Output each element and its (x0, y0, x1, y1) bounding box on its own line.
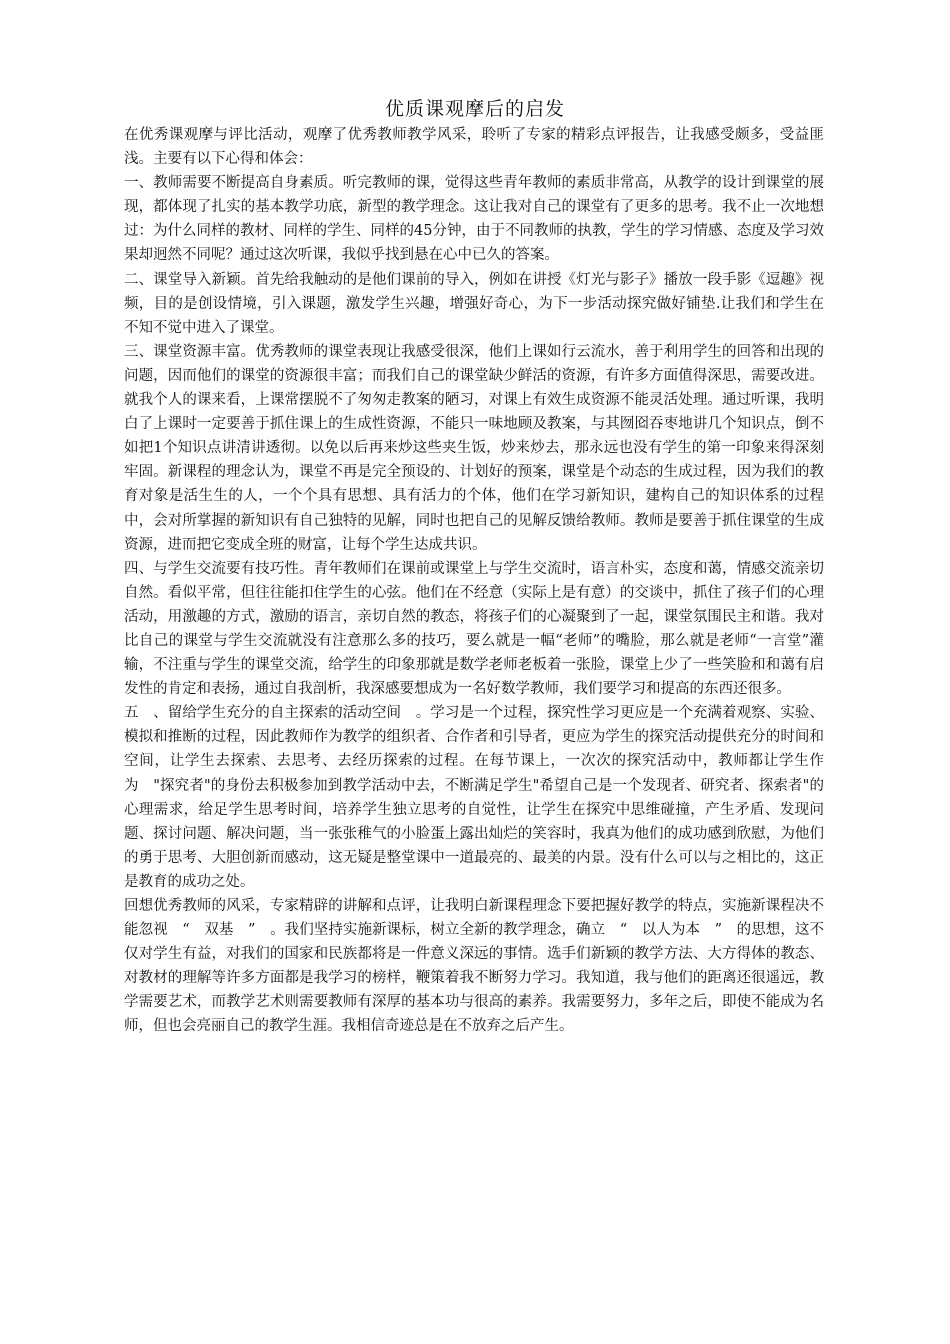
section-2-paragraph: 二、课堂导入新颖。首先给我触动的是他们课前的导入，例如在讲授《灯光与影子》播放一段手影《逗趣》视频，目的是创设情境，引入课题，激发学生兴趣，增强好奇心，为下一步活动探究做好铺垫.让我们和学生在不知不觉中进入了课堂。 (124, 271, 824, 336)
section-5-paragraph: 五 、留给学生充分的自主探索的活动空间 。学习是一个过程，探究性学习更应是一个充满着观察、实验、模拟和推断的过程，因此教师作为教学的组织者、合作者和引导者，更应为学生的探究活动提供充分的时间和空间，让学生去探索、去思考、去经历探索的过程。在每节课上，一次次的探究活动中，教师都让学生作为 "探究者"的身份去积极参加到教学活动中去，不断满足学生"希望自己是一个发现者、研究者、探索者"的心理需求，给足学生思考时间，培养学生独立思考的自觉性，让学生在探究中思维碰撞，产生矛盾、发现问题、探讨问题、解决问题，当一张张稚气的小脸蛋上露出灿烂的笑容时，我真为他们的成功感到欣慰，为他们的勇于思考、大胆创新而感动，这无疑是整堂课中一道最亮的、最美的内景。没有什么可以与之相比的，这正是教育的成功之处。 (124, 705, 824, 890)
document-title: 优质课观摩后的启发 (384, 98, 565, 120)
section-3-paragraph: 三、课堂资源丰富。优秀教师的课堂表现让我感受很深，他们上课如行云流水，善于利用学生的回答和出现的问题，因而他们的课堂的资源很丰富；而我们自己的课堂缺少鲜活的资源，有许多方面值得深思，需要改进。就我个人的课来看，上课常摆脱不了匆匆走教案的陋习，对课上有效生成资源不能灵活处理。通过听课，我明白了上课时一定要善于抓住课上的生成性资源，不能只一味地顾及教案，与其囫囵吞枣地讲几个知识点，倒不如把1个知识点讲清讲透彻。以免以后再来炒这些夹生饭，炒来炒去，那永远也没有学生的第一印象来得深刻牢固。新课程的理念认为，课堂不再是完全预设的、计划好的预案，课堂是个动态的生成过程，因为我们的教育对象是活生生的人，一个个具有思想、具有活力的个体，他们在学习新知识，建构自己的知识体系的过程中，会对所掌握的新知识有自己独特的见解，同时也把自己的见解反馈给教师。教师是要善于抓住课堂的生成资源，进而把它变成全班的财富，让每个学生达成共识。 (124, 343, 824, 553)
conclusion-paragraph: 回想优秀教师的风采，专家精辟的讲解和点评，让我明白新课程理念下要把握好教学的特点，实施新课程决不能忽视 “ 双基 ” 。我们坚持实施新课标，树立全新的教学理念，确立 “ 以人为本 ” 的思想，这不仅对学生有益，对我们的国家和民族都将是一件意义深远的事情。选手们新颖的教学方法、大方得体的教态、对教材的理解等许多方面都是我学习的榜样，鞭策着我不断努力学习。我知道，我与他们的距离还很遥远，教学需要艺术，而教学艺术则需要教师有深厚的基本功与很高的素养。我需要努力，多年之后，即使不能成为名师，但也会亮丽自己的教学生涯。我相信奇迹总是在不放弃之后产生。 (124, 898, 824, 1035)
intro-paragraph: 在优秀课观摩与评比活动，观摩了优秀教师教学风采，聆听了专家的精彩点评报告，让我感受颇多，受益匪浅。主要有以下心得和体会： (124, 127, 824, 168)
section-4-paragraph: 四、与学生交流要有技巧性。青年教师们在课前或课堂上与学生交流时，语言朴实，态度和蔼，情感交流亲切自然。看似平常，但往往能扣住学生的心弦。他们在不经意（实际上是有意）的交谈中，抓住了孩子们的心理活动，用激趣的方式，激励的语言，亲切自然的教态，将孩子们的心凝聚到了一起，课堂氛围民主和谐。我对比自己的课堂与学生交流就没有注意那么多的技巧，要么就是一幅“老师”的嘴脸，那么就是老师“一言堂”灌输，不注重与学生的课堂交流，给学生的印象那就是数学老师老板着一张脸，课堂上少了一些笑脸和和蔼有启发性的肯定和表扬，通过自我剖析，我深感要想成为一名好数学教师，我们要学习和提高的东西还很多。 (124, 560, 824, 698)
document-body (124, 123, 824, 1039)
section-1-paragraph: 一、教师需要不断提高自身素质。听完教师的课，觉得这些青年教师的素质非常高，从教学的设计到课堂的展现，都体现了扎实的基本教学功底，新型的教学理念。这让我对自己的课堂有了更多的思考。我不止一次地想过：为什么同样的教材、同样的学生、同样的45分钟，由于不同教师的执教，学生的学习情感、态度及学习效果却迥然不同呢？通过这次听课，我似乎找到悬在心中已久的答案。 (124, 175, 824, 264)
